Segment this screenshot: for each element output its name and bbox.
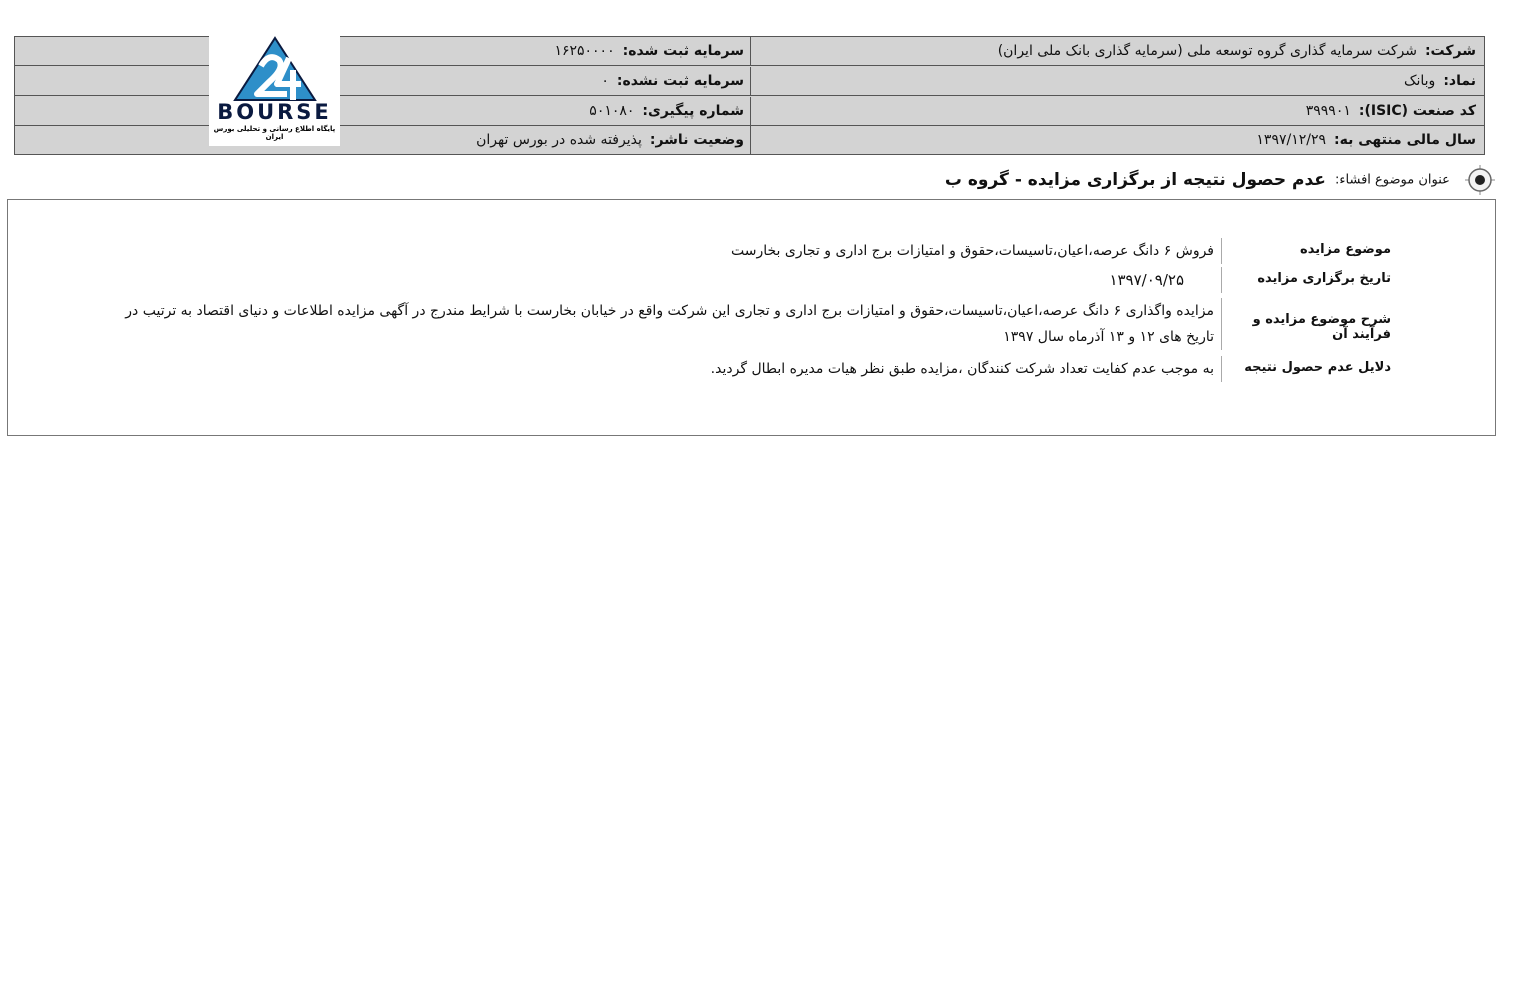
disclosure-subject — [945, 165, 1495, 195]
publisher-status-cell — [340, 126, 750, 155]
fiscal-year-cell — [750, 126, 1484, 155]
unregistered-capital-value: ۰ — [601, 73, 609, 89]
registered-capital-value: ۱۶۲۵۰۰۰۰ — [554, 43, 615, 59]
bourse-logo-triangle-icon — [209, 36, 340, 106]
target-icon — [1465, 165, 1495, 195]
bourse-logo — [209, 36, 340, 146]
symbol-value: وبانک — [1403, 73, 1436, 89]
tracking-number-cell — [340, 97, 750, 125]
tracking-number-label: شماره پیگیری: — [642, 103, 744, 119]
subject-label: عنوان موضوع افشاء: — [1335, 172, 1450, 188]
bourse-logo-tagline: پایگاه اطلاع رسانی و تحلیلی بورس ایران — [213, 125, 336, 141]
company-value: شرکت سرمایه گذاری گروه توسعه ملی (سرمایه گذاری بانک ملی ایران) — [997, 43, 1417, 59]
symbol-cell — [750, 67, 1484, 95]
isic-cell — [750, 97, 1484, 125]
auction-date-value: ۱۳۹۷/۰۹/۲۵ — [1109, 271, 1184, 289]
publisher-status-value: پذیرفته شده در بورس تهران — [476, 132, 642, 148]
bourse-logo-word: BOURSE — [217, 100, 332, 124]
auction-subject-value: فروش ۶ دانگ عرصه،اعیان،تاسیسات،حقوق و امتیازات برج اداری و تجاری بخارست — [731, 243, 1214, 259]
failure-reasons-value: به موجب عدم کفایت تعداد شرکت کنندگان ،مزایده طبق نظر هیات مدیره ابطال گردید. — [710, 361, 1214, 377]
unregistered-capital-label: سرمایه ثبت نشده: — [616, 73, 744, 89]
company-label: شرکت: — [1424, 43, 1476, 59]
isic-label: کد صنعت (ISIC): — [1358, 103, 1476, 119]
subject-title: عدم حصول نتیجه از برگزاری مزایده - گروه ب — [944, 170, 1326, 190]
auction-subject-label: موضوع مزایده — [1300, 242, 1391, 257]
company-cell — [750, 37, 1484, 65]
symbol-label: نماد: — [1443, 73, 1476, 89]
registered-capital-cell — [340, 37, 750, 65]
publisher-status-label: وضعیت ناشر: — [649, 132, 744, 148]
row-divider — [1221, 267, 1222, 293]
tracking-number-value: ۵۰۱۰۸۰ — [589, 103, 635, 119]
registered-capital-label: سرمایه ثبت شده: — [622, 43, 744, 59]
row-divider — [1221, 356, 1222, 382]
fiscal-year-label: سال مالی منتهی به: — [1334, 132, 1476, 148]
failure-reasons-label: دلایل عدم حصول نتیجه — [1244, 360, 1391, 375]
auction-description-value: مزایده واگذاری ۶ دانگ عرصه،اعیان،تاسیسات،حقوق و امتیازات برج اداری و تجاری این شرکت واقع در خیابان بخارست با شرایط مندرج در آگهی مزایده اطلاعات و دنیای اقتصاد به ترتیب در تاریخ های ۱۲ و ۱۳ آذرماه سال ۱۳۹۷ — [125, 303, 1214, 345]
row-divider — [1221, 298, 1222, 350]
auction-date-label: تاریخ برگزاری مزایده — [1257, 271, 1391, 286]
unregistered-capital-cell — [340, 67, 750, 95]
row-divider — [1221, 238, 1222, 264]
fiscal-year-value: ۱۳۹۷/۱۲/۲۹ — [1256, 132, 1326, 148]
auction-details-box — [7, 199, 1496, 436]
auction-description-label: شرح موضوع مزایده و فرآیند آن — [1252, 312, 1391, 342]
isic-value: ۳۹۹۹۰۱ — [1305, 103, 1351, 119]
